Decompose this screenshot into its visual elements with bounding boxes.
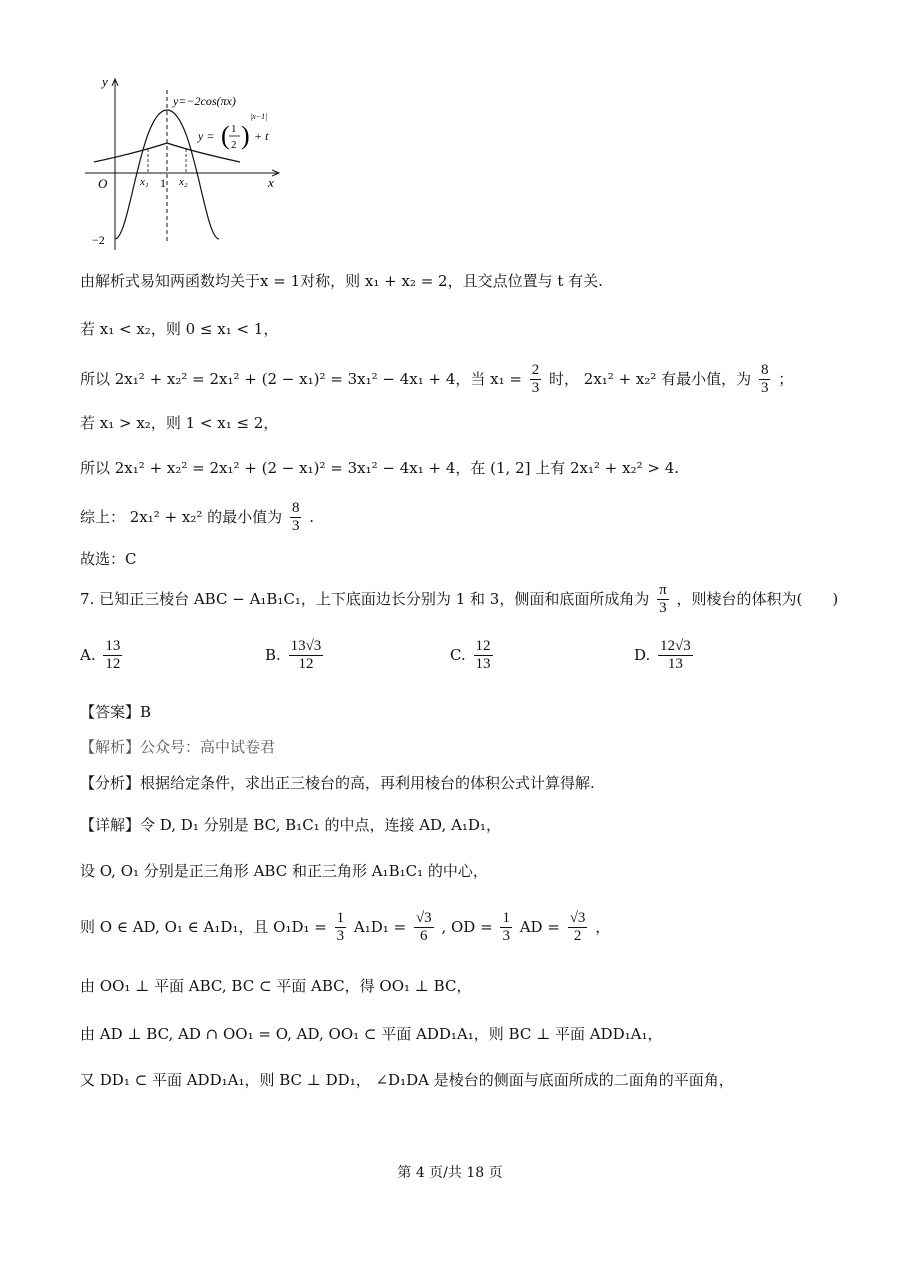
x2-label: x₂	[179, 176, 188, 188]
one-label: 1	[160, 176, 166, 190]
function-graph	[80, 70, 290, 255]
analysis-source: 【解析】公众号：高中试卷君	[80, 738, 276, 756]
axis-x-label: x	[268, 175, 274, 190]
detail-line-6: 又 DD₁ ⊂ 平面 ADD₁A₁，则 BC ⊥ DD₁， ∠D₁DA 是棱台的侧面与底面所成的二面角的平面角，	[80, 1071, 734, 1089]
solution-line-3: 所以 2x₁² + x₂² = 2x₁² + (2 − x₁)² = 3x₁² − 4x₁ + 4，当 x₁ = $\frac{2}{3}$ 时， 2x₁² + x₂² 有最小值，为 $\frac{8}{3}$ ；	[80, 362, 794, 397]
detail-line-3: 则 O ∈ AD, O₁ ∈ A₁D₁，且 O₁D₁ = $\frac{1}{3}$ A₁D₁ = $\frac{√3}{6}$ , OD = $\frac{1}{3}$ AD = $\frac{√3}{2}$ ，	[80, 910, 611, 945]
exp-label-exp: |x−1|	[250, 112, 268, 121]
page-footer: 第 4 页/共 18 页	[397, 1165, 503, 1181]
neg2-label: −2	[92, 233, 105, 247]
solution-choice: 故选：C	[80, 550, 137, 568]
fraction: $\frac{8}{3}$	[760, 362, 769, 397]
exp-label-y: y =	[198, 129, 215, 143]
cosine-label: y=−2cos(πx)	[173, 94, 236, 108]
solution-line-1: 由解析式易知两函数均关于x = 1对称，则 x₁ + x₂ = 2，且交点位置与 t 有关.	[80, 272, 603, 290]
analysis-summary: 【分析】根据给定条件，求出正三棱台的高，再利用棱台的体积公式计算得解.	[80, 774, 595, 792]
option-b: B. $\frac{13√3}{12}$	[265, 638, 322, 673]
fraction: $\frac{2}{3}$	[531, 362, 540, 397]
exp-label-rparen: )	[241, 121, 250, 150]
axis-y-label: y	[102, 74, 108, 89]
x1-label: x₁	[140, 176, 149, 188]
solution-line-6: 综上： 2x₁² + x₂² 的最小值为 $\frac{8}{3}$ .	[80, 500, 315, 535]
solution-line-2: 若 x₁ < x₂，则 0 ≤ x₁ < 1，	[80, 320, 279, 338]
exp-label-den: 2	[231, 139, 237, 151]
origin-label: O	[98, 176, 108, 191]
answer: 【答案】B	[80, 703, 152, 721]
fraction: $\frac{8}{3}$	[291, 500, 300, 535]
exp-label-lparen: (	[221, 121, 230, 150]
option-a: A. $\frac{13}{12}$	[80, 638, 121, 673]
detail-line-4: 由 OO₁ ⊥ 平面 ABC, BC ⊂ 平面 ABC，得 OO₁ ⊥ BC，	[80, 977, 472, 995]
exp-label-tail: + t	[254, 129, 269, 143]
solution-line-4: 若 x₁ > x₂，则 1 < x₁ ≤ 2，	[80, 414, 279, 432]
exp-label-num: 1	[231, 123, 237, 135]
option-d: D. $\frac{12√3}{13}$	[634, 638, 691, 673]
detail-line-2: 设 O, O₁ 分别是正三角形 ABC 和正三角形 A₁B₁C₁ 的中心，	[80, 862, 488, 880]
exponential-curve	[94, 143, 240, 162]
detail-line-5: 由 AD ⊥ BC, AD ∩ OO₁ = O, AD, OO₁ ⊂ 平面 ADD₁A₁，则 BC ⊥ 平面 ADD₁A₁，	[80, 1025, 663, 1043]
question-7: 7. 已知正三棱台 ABC − A₁B₁C₁，上下底面边长分别为 1 和 3，侧面和底面所成角为 $\frac{\pi}{3}$ ，则棱台的体积为( )	[80, 582, 839, 617]
fraction: $\frac{\pi}{3}$	[659, 582, 667, 617]
detail-line-1: 【详解】令 D, D₁ 分别是 BC, B₁C₁ 的中点，连接 AD, A₁D₁，	[80, 816, 501, 834]
option-c: C. $\frac{12}{13}$	[450, 638, 491, 673]
solution-line-5: 所以 2x₁² + x₂² = 2x₁² + (2 − x₁)² = 3x₁² − 4x₁ + 4，在 (1, 2] 上有 2x₁² + x₂² > 4.	[80, 459, 680, 477]
